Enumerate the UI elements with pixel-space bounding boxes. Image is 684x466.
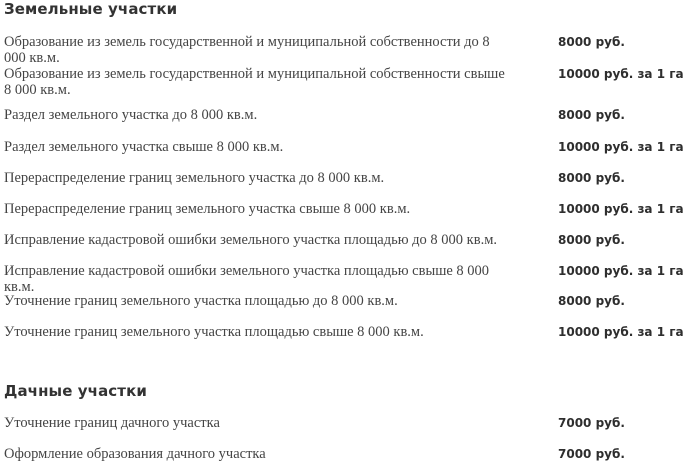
service-price: 10000 руб. за 1 га [558, 67, 684, 81]
service-price: 8000 руб. [558, 294, 625, 308]
service-price: 10000 руб. за 1 га [558, 264, 684, 278]
service-price: 8000 руб. [558, 108, 625, 122]
service-name: Оформление образования дачного участка [4, 446, 266, 462]
section-title-land-plots: Земельные участки [4, 0, 178, 18]
service-name: Исправление кадастровой ошибки земельного участка площадью до 8 000 кв.м. [4, 232, 497, 248]
service-price: 10000 руб. за 1 га [558, 140, 684, 154]
service-name: Уточнение границ дачного участка [4, 415, 220, 431]
service-price: 8000 руб. [558, 233, 625, 247]
service-price: 8000 руб. [558, 171, 625, 185]
service-price: 10000 руб. за 1 га [558, 325, 684, 339]
section-title-dacha-plots: Дачные участки [4, 382, 147, 400]
service-name: Перераспределение границ земельного участка до 8 000 кв.м. [4, 170, 385, 186]
service-price: 7000 руб. [558, 447, 625, 461]
service-name: Уточнение границ земельного участка площадью свыше 8 000 кв.м. [4, 324, 424, 340]
service-name: Раздел земельного участка до 8 000 кв.м. [4, 107, 258, 123]
service-price: 8000 руб. [558, 35, 625, 49]
service-name: Образование из земель государственной и муниципальной собственности свыше 8 000 кв.м. [4, 66, 505, 98]
service-price: 7000 руб. [558, 416, 625, 430]
service-name: Раздел земельного участка свыше 8 000 кв.м. [4, 139, 284, 155]
service-price: 10000 руб. за 1 га [558, 202, 684, 216]
service-name: Перераспределение границ земельного участка свыше 8 000 кв.м. [4, 201, 411, 217]
service-name: Образование из земель государственной и муниципальной собственности до 8 000 кв.м. [4, 34, 490, 66]
service-name: Исправление кадастровой ошибки земельного участка площадью свыше 8 000 кв.м. [4, 263, 490, 295]
service-name: Уточнение границ земельного участка площадью до 8 000 кв.м. [4, 293, 398, 309]
